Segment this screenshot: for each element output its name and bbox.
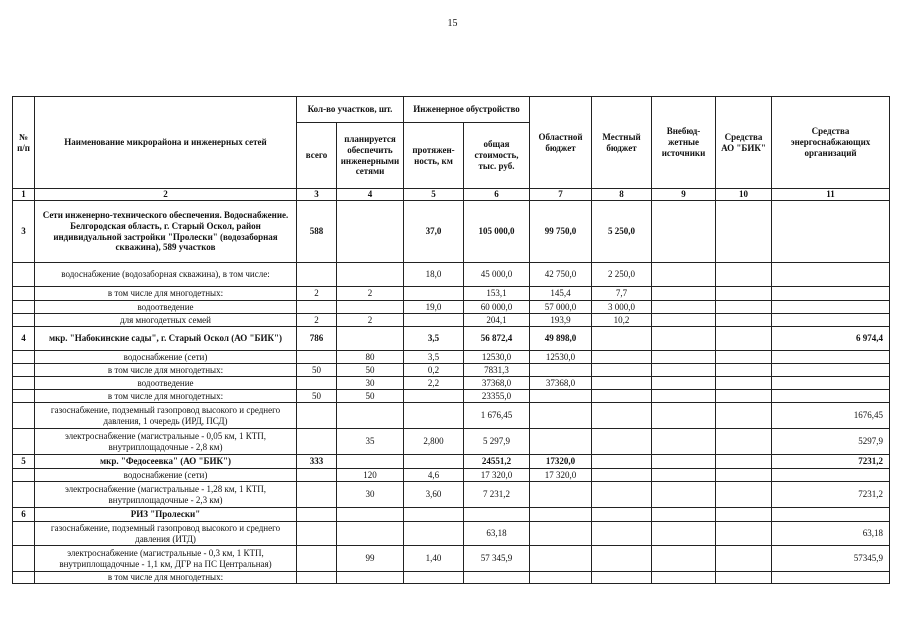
cell-num bbox=[13, 390, 35, 403]
cell-name: в том числе для многодетных: bbox=[35, 287, 297, 301]
cell-total bbox=[297, 263, 337, 287]
table-row bbox=[13, 201, 890, 263]
cell-name: в том числе для многодетных: bbox=[35, 364, 297, 377]
cell-total: 2 bbox=[297, 287, 337, 301]
cell-name: водоотведение bbox=[35, 301, 297, 314]
cell-num bbox=[13, 482, 35, 508]
cell-planned: 2 bbox=[337, 314, 404, 327]
cell-local bbox=[592, 482, 652, 508]
cell-local: 2 250,0 bbox=[592, 263, 652, 287]
cell-extrabudget bbox=[652, 364, 716, 377]
cell-planned bbox=[337, 263, 404, 287]
column-number: 3 bbox=[297, 189, 337, 201]
table-row bbox=[13, 327, 890, 351]
cell-name: РИЗ "Пролески" bbox=[35, 508, 297, 522]
cell-local bbox=[592, 455, 652, 469]
cell-cost: 57 345,9 bbox=[464, 546, 530, 572]
cell-extrabudget bbox=[652, 429, 716, 455]
table-row bbox=[13, 403, 890, 429]
cell-regional: 17320,0 bbox=[530, 455, 592, 469]
header-cost: общая стоимость, тыс. руб. bbox=[464, 123, 530, 189]
cell-length: 2,800 bbox=[404, 429, 464, 455]
cell-local bbox=[592, 390, 652, 403]
cell-extrabudget bbox=[652, 390, 716, 403]
cell-cost: 7831,3 bbox=[464, 364, 530, 377]
cell-total: 2 bbox=[297, 314, 337, 327]
cell-total: 50 bbox=[297, 364, 337, 377]
cell-energy bbox=[772, 351, 890, 364]
cell-energy bbox=[772, 508, 890, 522]
cell-planned bbox=[337, 522, 404, 546]
cell-total: 786 bbox=[297, 327, 337, 351]
table-body bbox=[13, 97, 890, 584]
cell-name: в том числе для многодетных: bbox=[35, 572, 297, 584]
cell-energy: 7231,2 bbox=[772, 482, 890, 508]
cell-energy bbox=[772, 301, 890, 314]
cell-regional bbox=[530, 522, 592, 546]
cell-name: мкр. "Набокинские сады", г. Старый Оскол (АО "БИК") bbox=[35, 327, 297, 351]
cell-length bbox=[404, 572, 464, 584]
cell-planned: 50 bbox=[337, 390, 404, 403]
cell-extrabudget bbox=[652, 469, 716, 482]
column-number: 4 bbox=[337, 189, 404, 201]
cell-regional bbox=[530, 390, 592, 403]
table-row bbox=[13, 469, 890, 482]
cell-cost: 45 000,0 bbox=[464, 263, 530, 287]
cell-planned: 80 bbox=[337, 351, 404, 364]
infrastructure-table bbox=[12, 96, 890, 584]
cell-energy bbox=[772, 314, 890, 327]
header-local: Местный бюджет bbox=[592, 97, 652, 189]
cell-length: 3,60 bbox=[404, 482, 464, 508]
cell-length: 37,0 bbox=[404, 201, 464, 263]
cell-regional bbox=[530, 403, 592, 429]
header-num: № п/п bbox=[13, 97, 35, 189]
cell-planned bbox=[337, 301, 404, 314]
cell-regional: 57 000,0 bbox=[530, 301, 592, 314]
cell-planned: 35 bbox=[337, 429, 404, 455]
table-row bbox=[13, 377, 890, 390]
cell-regional bbox=[530, 572, 592, 584]
cell-length: 2,2 bbox=[404, 377, 464, 390]
cell-name: Сети инженерно-технического обеспечения. Водоснабжение. Белгородская область, г. Старый Оскол, район индивидуальной застройки "Пролески" (водозаборная скважина), 589 участков bbox=[35, 201, 297, 263]
column-number: 10 bbox=[716, 189, 772, 201]
cell-length: 0,2 bbox=[404, 364, 464, 377]
cell-planned bbox=[337, 201, 404, 263]
cell-local: 10,2 bbox=[592, 314, 652, 327]
cell-bik bbox=[716, 263, 772, 287]
cell-bik bbox=[716, 377, 772, 390]
cell-name: электроснабжение (магистральные - 0,05 км, 1 КТП, внутриплощадочные - 2,8 км) bbox=[35, 429, 297, 455]
cell-extrabudget bbox=[652, 455, 716, 469]
cell-total bbox=[297, 301, 337, 314]
table-row bbox=[13, 546, 890, 572]
cell-length bbox=[404, 287, 464, 301]
cell-regional bbox=[530, 508, 592, 522]
cell-total bbox=[297, 351, 337, 364]
cell-regional bbox=[530, 429, 592, 455]
cell-num bbox=[13, 377, 35, 390]
cell-local bbox=[592, 327, 652, 351]
cell-planned: 30 bbox=[337, 482, 404, 508]
cell-cost bbox=[464, 572, 530, 584]
cell-num bbox=[13, 429, 35, 455]
table-row bbox=[13, 287, 890, 301]
cell-total bbox=[297, 429, 337, 455]
header-planned: планируется обеспечить инженерными сетями bbox=[337, 123, 404, 189]
cell-cost: 60 000,0 bbox=[464, 301, 530, 314]
header-energy: Средства энергоснабжающих организаций bbox=[772, 97, 890, 189]
cell-regional: 193,9 bbox=[530, 314, 592, 327]
cell-length: 18,0 bbox=[404, 263, 464, 287]
column-number-row bbox=[13, 189, 890, 201]
cell-extrabudget bbox=[652, 301, 716, 314]
cell-bik bbox=[716, 482, 772, 508]
column-number: 9 bbox=[652, 189, 716, 201]
cell-length bbox=[404, 403, 464, 429]
cell-num: 3 bbox=[13, 201, 35, 263]
cell-name: мкр. "Федосеевка" (АО "БИК") bbox=[35, 455, 297, 469]
cell-cost: 1 676,45 bbox=[464, 403, 530, 429]
cell-planned: 120 bbox=[337, 469, 404, 482]
cell-num bbox=[13, 546, 35, 572]
cell-name: водоснабжение (водозаборная скважина), в том числе: bbox=[35, 263, 297, 287]
cell-cost: 7 231,2 bbox=[464, 482, 530, 508]
cell-total bbox=[297, 522, 337, 546]
cell-num bbox=[13, 469, 35, 482]
cell-planned: 50 bbox=[337, 364, 404, 377]
cell-local bbox=[592, 508, 652, 522]
cell-extrabudget bbox=[652, 287, 716, 301]
cell-length bbox=[404, 390, 464, 403]
cell-bik bbox=[716, 403, 772, 429]
column-number: 11 bbox=[772, 189, 890, 201]
column-number: 7 bbox=[530, 189, 592, 201]
table-row bbox=[13, 429, 890, 455]
cell-regional bbox=[530, 364, 592, 377]
cell-local bbox=[592, 403, 652, 429]
header-name: Наименование микрорайона и инженерных сетей bbox=[35, 97, 297, 189]
cell-cost bbox=[464, 508, 530, 522]
cell-local bbox=[592, 469, 652, 482]
cell-total: 588 bbox=[297, 201, 337, 263]
cell-planned bbox=[337, 508, 404, 522]
cell-extrabudget bbox=[652, 482, 716, 508]
cell-name: водоснабжение (сети) bbox=[35, 469, 297, 482]
cell-planned bbox=[337, 455, 404, 469]
cell-regional: 37368,0 bbox=[530, 377, 592, 390]
cell-regional: 42 750,0 bbox=[530, 263, 592, 287]
cell-bik bbox=[716, 327, 772, 351]
cell-num bbox=[13, 403, 35, 429]
cell-local: 5 250,0 bbox=[592, 201, 652, 263]
cell-bik bbox=[716, 508, 772, 522]
header-bik: Средства АО "БИК" bbox=[716, 97, 772, 189]
cell-planned bbox=[337, 572, 404, 584]
cell-num: 4 bbox=[13, 327, 35, 351]
table-row bbox=[13, 455, 890, 469]
column-number: 2 bbox=[35, 189, 297, 201]
cell-energy bbox=[772, 572, 890, 584]
cell-name: электроснабжение (магистральные - 0,3 км, 1 КТП, внутриплощадочные - 1,1 км, ДГР на ПС Центральная) bbox=[35, 546, 297, 572]
cell-regional: 49 898,0 bbox=[530, 327, 592, 351]
cell-total bbox=[297, 546, 337, 572]
cell-bik bbox=[716, 201, 772, 263]
cell-length bbox=[404, 455, 464, 469]
cell-length bbox=[404, 508, 464, 522]
cell-total: 50 bbox=[297, 390, 337, 403]
cell-energy bbox=[772, 377, 890, 390]
cell-bik bbox=[716, 351, 772, 364]
column-number: 5 bbox=[404, 189, 464, 201]
table-row bbox=[13, 390, 890, 403]
cell-regional bbox=[530, 482, 592, 508]
cell-local bbox=[592, 429, 652, 455]
cell-energy bbox=[772, 263, 890, 287]
cell-num bbox=[13, 301, 35, 314]
header-row-top bbox=[13, 97, 890, 123]
cell-extrabudget bbox=[652, 314, 716, 327]
table-row bbox=[13, 314, 890, 327]
cell-extrabudget bbox=[652, 522, 716, 546]
cell-cost: 12530,0 bbox=[464, 351, 530, 364]
cell-bik bbox=[716, 429, 772, 455]
cell-extrabudget bbox=[652, 572, 716, 584]
cell-extrabudget bbox=[652, 546, 716, 572]
cell-name: электроснабжение (магистральные - 1,28 км, 1 КТП, внутриплощадочные - 2,3 км) bbox=[35, 482, 297, 508]
cell-length: 19,0 bbox=[404, 301, 464, 314]
cell-planned: 99 bbox=[337, 546, 404, 572]
cell-cost: 105 000,0 bbox=[464, 201, 530, 263]
cell-regional: 145,4 bbox=[530, 287, 592, 301]
cell-length: 3,5 bbox=[404, 351, 464, 364]
cell-regional: 99 750,0 bbox=[530, 201, 592, 263]
cell-total bbox=[297, 508, 337, 522]
cell-local bbox=[592, 364, 652, 377]
cell-cost: 56 872,4 bbox=[464, 327, 530, 351]
table-row bbox=[13, 263, 890, 287]
cell-bik bbox=[716, 572, 772, 584]
cell-length: 3,5 bbox=[404, 327, 464, 351]
cell-energy: 63,18 bbox=[772, 522, 890, 546]
cell-cost: 5 297,9 bbox=[464, 429, 530, 455]
cell-cost: 17 320,0 bbox=[464, 469, 530, 482]
cell-energy bbox=[772, 364, 890, 377]
cell-num bbox=[13, 263, 35, 287]
cell-num: 6 bbox=[13, 508, 35, 522]
cell-extrabudget bbox=[652, 508, 716, 522]
cell-name: газоснабжение, подземный газопровод высокого и среднего давления (ИТД) bbox=[35, 522, 297, 546]
cell-num bbox=[13, 522, 35, 546]
cell-planned: 30 bbox=[337, 377, 404, 390]
cell-extrabudget bbox=[652, 377, 716, 390]
cell-energy bbox=[772, 390, 890, 403]
cell-num bbox=[13, 351, 35, 364]
table-row bbox=[13, 522, 890, 546]
cell-total bbox=[297, 377, 337, 390]
cell-bik bbox=[716, 287, 772, 301]
table-row bbox=[13, 364, 890, 377]
cell-local bbox=[592, 522, 652, 546]
cell-num bbox=[13, 364, 35, 377]
table-row bbox=[13, 482, 890, 508]
cell-energy: 57345,9 bbox=[772, 546, 890, 572]
cell-regional: 12530,0 bbox=[530, 351, 592, 364]
cell-cost: 24551,2 bbox=[464, 455, 530, 469]
cell-cost: 37368,0 bbox=[464, 377, 530, 390]
cell-bik bbox=[716, 314, 772, 327]
cell-planned bbox=[337, 403, 404, 429]
cell-name: для многодетных семей bbox=[35, 314, 297, 327]
header-total: всего bbox=[297, 123, 337, 189]
cell-bik bbox=[716, 364, 772, 377]
cell-local bbox=[592, 377, 652, 390]
cell-length bbox=[404, 522, 464, 546]
header-extrabudget: Внебюд-жетные источники bbox=[652, 97, 716, 189]
cell-length: 4,6 bbox=[404, 469, 464, 482]
cell-local bbox=[592, 546, 652, 572]
cell-energy bbox=[772, 201, 890, 263]
cell-extrabudget bbox=[652, 403, 716, 429]
page-number: 15 bbox=[447, 18, 458, 29]
cell-regional bbox=[530, 546, 592, 572]
cell-total bbox=[297, 403, 337, 429]
cell-energy: 6 974,4 bbox=[772, 327, 890, 351]
cell-local bbox=[592, 351, 652, 364]
cell-energy bbox=[772, 469, 890, 482]
cell-name: газоснабжение, подземный газопровод высокого и среднего давления, 1 очередь (ИРД, ПСД) bbox=[35, 403, 297, 429]
cell-num bbox=[13, 314, 35, 327]
header-length: протяжен-ность, км bbox=[404, 123, 464, 189]
cell-energy: 5297,9 bbox=[772, 429, 890, 455]
cell-local bbox=[592, 572, 652, 584]
cell-regional: 17 320,0 bbox=[530, 469, 592, 482]
table-row bbox=[13, 508, 890, 522]
cell-num bbox=[13, 572, 35, 584]
cell-bik bbox=[716, 390, 772, 403]
cell-energy: 7231,2 bbox=[772, 455, 890, 469]
column-number: 8 bbox=[592, 189, 652, 201]
cell-bik bbox=[716, 455, 772, 469]
cell-energy bbox=[772, 287, 890, 301]
cell-local: 3 000,0 bbox=[592, 301, 652, 314]
cell-cost: 204,1 bbox=[464, 314, 530, 327]
cell-planned: 2 bbox=[337, 287, 404, 301]
header-regional: Областной бюджет bbox=[530, 97, 592, 189]
cell-length: 1,40 bbox=[404, 546, 464, 572]
header-count-group: Кол-во участков, шт. bbox=[297, 97, 404, 123]
cell-cost: 23355,0 bbox=[464, 390, 530, 403]
table-row bbox=[13, 301, 890, 314]
cell-extrabudget bbox=[652, 327, 716, 351]
cell-name: в том числе для многодетных: bbox=[35, 390, 297, 403]
cell-total: 333 bbox=[297, 455, 337, 469]
table-row bbox=[13, 572, 890, 584]
cell-bik bbox=[716, 522, 772, 546]
cell-total bbox=[297, 572, 337, 584]
cell-bik bbox=[716, 469, 772, 482]
cell-num: 5 bbox=[13, 455, 35, 469]
cell-energy: 1676,45 bbox=[772, 403, 890, 429]
cell-bik bbox=[716, 301, 772, 314]
cell-total bbox=[297, 482, 337, 508]
cell-cost: 153,1 bbox=[464, 287, 530, 301]
column-number: 6 bbox=[464, 189, 530, 201]
cell-num bbox=[13, 287, 35, 301]
cell-length bbox=[404, 314, 464, 327]
cell-local: 7,7 bbox=[592, 287, 652, 301]
cell-extrabudget bbox=[652, 351, 716, 364]
cell-name: водоснабжение (сети) bbox=[35, 351, 297, 364]
column-number: 1 bbox=[13, 189, 35, 201]
cell-bik bbox=[716, 546, 772, 572]
cell-total bbox=[297, 469, 337, 482]
header-engineering-group: Инженерное обустройство bbox=[404, 97, 530, 123]
cell-extrabudget bbox=[652, 263, 716, 287]
cell-name: водоотведение bbox=[35, 377, 297, 390]
cell-planned bbox=[337, 327, 404, 351]
cell-extrabudget bbox=[652, 201, 716, 263]
table-row bbox=[13, 351, 890, 364]
cell-cost: 63,18 bbox=[464, 522, 530, 546]
